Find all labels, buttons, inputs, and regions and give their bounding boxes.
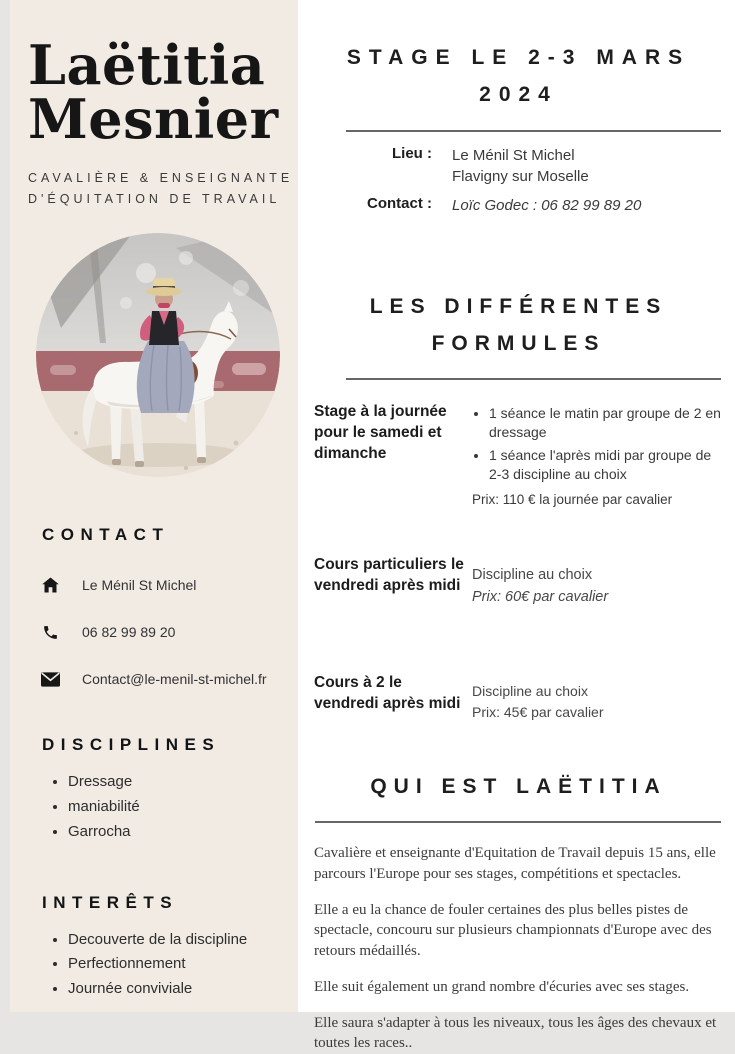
contact-phone-text: 06 82 99 89 20: [82, 624, 176, 641]
about-paragraph: Cavalière et enseignante d'Equitation de Travail depuis 15 ans, elle parcours l'Europe pour ses stages, compétitions et spectacles.: [314, 845, 716, 883]
formules-heading: LES DIFFÉRENTES FORMULES: [369, 294, 668, 355]
divider: [346, 378, 721, 380]
stage-title: STAGE LE 2-3 MARS 2024: [346, 46, 691, 106]
stage-contact: [314, 195, 723, 217]
divider: [315, 821, 721, 823]
stage-info: [314, 145, 723, 189]
formule-option: Discipline au choix: [472, 567, 593, 584]
discipline-item: • Garrocha: [68, 821, 288, 843]
contact-list: [40, 575, 288, 689]
rider-subtitle-line1: CAVALIÈRE & ENSEIGNANTE: [28, 171, 294, 185]
about-paragraph: Elle a eu la chance de fouler certaines des plus belles pistes de spectacle, concouru sur plusieurs championnats d'Europe avec des retours médaillés.: [314, 901, 712, 960]
contact-heading: CONTACT: [42, 525, 170, 545]
rider-subtitle: [28, 168, 294, 209]
formule-bullet: • 1 séance le matin par groupe de 2 en dressage: [489, 404, 723, 441]
discipline-item: • maniabilité: [68, 796, 288, 818]
contact-email-text: Contact@le-menil-st-michel.fr: [82, 671, 267, 688]
discipline-item: • Dressage: [68, 771, 288, 793]
phone-icon: [40, 622, 60, 642]
rider-name-line1: Laëtitia: [28, 33, 266, 97]
interest-item: • Journée conviviale: [68, 978, 288, 1000]
formule-title: Stage à la journée pour le samedi et dimanche: [314, 403, 447, 463]
disciplines-list: [28, 771, 288, 842]
lieu-value: [452, 145, 723, 189]
flyer-page: [10, 0, 735, 1052]
lieu-value-line1: Le Ménil St Michel: [452, 146, 575, 164]
lieu-label: Lieu :: [392, 144, 432, 162]
lieu-value-line2: Flavigny sur Moselle: [452, 168, 589, 186]
disciplines-heading: DISCIPLINES: [42, 735, 221, 755]
profile-photo: [36, 233, 280, 477]
rider-subtitle-line2: D'ÉQUITATION DE TRAVAIL: [28, 191, 281, 206]
about-heading: QUI EST LAËTITIA: [370, 774, 667, 798]
contact-item-phone: [40, 622, 288, 642]
formule-price: Prix: 60€ par cavalier: [472, 588, 609, 605]
contact-value: Loïc Godec : 06 82 99 89 20: [452, 197, 642, 214]
formule-title: Cours à 2 le vendredi après midi: [314, 673, 461, 712]
main-content: [298, 0, 735, 1052]
mail-icon: [40, 669, 60, 689]
formule-option: Discipline au choix: [472, 682, 588, 699]
home-icon: [40, 575, 60, 595]
about-paragraph: Elle suit également un grand nombre d'écuries avec ses stages.: [314, 978, 690, 995]
interest-item: • Perfectionnement: [68, 953, 288, 975]
formule-bullet-list: [472, 404, 723, 483]
formule-price: Prix: 110 € la journée par cavalier: [472, 492, 673, 508]
sidebar: [10, 0, 298, 1012]
formule-title: Cours particuliers le vendredi après midi: [314, 556, 464, 595]
rider-horse-photo-illustration: [36, 233, 280, 477]
rider-name-line2: Mesnier: [28, 87, 279, 151]
formule-details: [472, 555, 723, 609]
interests-heading: INTERÊTS: [42, 892, 179, 912]
interests-list: [28, 929, 288, 1000]
formule-row-cours-a-2: [314, 673, 723, 723]
about-section: [314, 843, 723, 1054]
about-paragraph: Elle saura s'adapter à tous les niveaux, tous les âges des chevaux et toutes les races..: [314, 1014, 717, 1052]
formule-details: [472, 673, 723, 723]
formule-row-stage-journee: [314, 402, 723, 507]
contact-item-email: [40, 669, 288, 689]
formule-price: Prix: 45€ par cavalier: [472, 703, 604, 720]
formule-details: [472, 402, 723, 507]
contact-address-text: Le Ménil St Michel: [82, 577, 197, 594]
formule-bullet: • 1 séance l'après midi par groupe de 2-3 discipline au choix: [489, 446, 723, 483]
rider-name: [28, 33, 288, 151]
divider: [346, 130, 721, 132]
contact-label: Contact :: [367, 195, 432, 212]
contact-item-address: [40, 575, 288, 595]
formule-row-cours-particuliers: [314, 555, 723, 609]
interest-item: • Decouverte de la discipline: [68, 929, 288, 951]
